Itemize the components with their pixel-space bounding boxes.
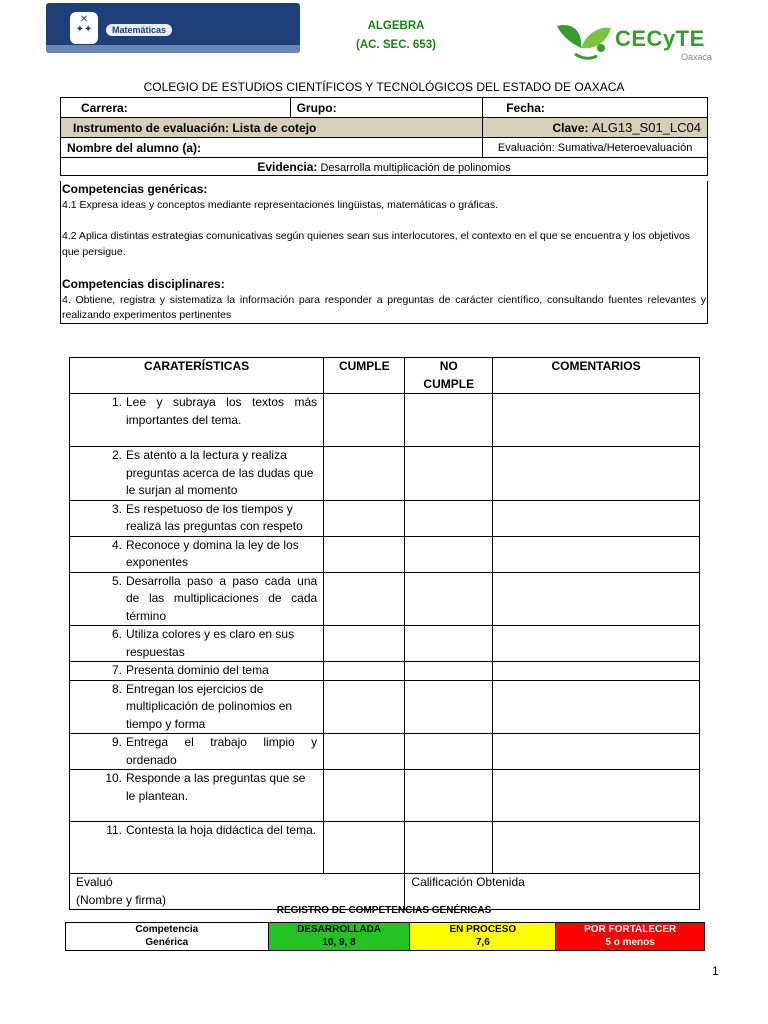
criterion-text: Es respetuoso de los tiempos y realiza las preguntas con respeto — [126, 501, 303, 533]
cumple-cell[interactable] — [324, 572, 405, 626]
no-cumple-cell[interactable] — [405, 394, 493, 447]
cecyte-logo — [553, 18, 723, 68]
registro-table — [65, 922, 705, 951]
competencia-generica-1: 4.1 Expresa ideas y conceptos mediante representaciones lingüistas, matemáticas o gráficas. — [62, 199, 498, 211]
comentarios-cell[interactable] — [493, 572, 700, 626]
registro-en-proceso — [410, 923, 556, 951]
comentarios-cell[interactable] — [493, 770, 700, 822]
clave-label: Clave: — [552, 121, 589, 135]
header-caracteristicas: CARATERÍSTICAS — [70, 358, 324, 394]
criterion-cell — [70, 500, 324, 536]
evidencia-label: Evidencia: — [257, 159, 318, 174]
checklist-row — [70, 572, 700, 626]
checklist-row — [70, 394, 700, 447]
criterion-text: Responde a las preguntas que se le plantean. — [126, 771, 306, 803]
nombre-firma-label: (Nombre y firma) — [76, 892, 167, 907]
header-cumple: CUMPLE — [324, 358, 405, 394]
en-proceso-value: 7,6 — [475, 936, 490, 948]
registro-title: REGISTRO DE COMPETENCIAS GENÉRICAS — [276, 905, 492, 916]
criterion-text: Utiliza colores y es claro en sus respuestas — [126, 627, 295, 659]
cumple-cell[interactable] — [324, 500, 405, 536]
cumple-cell[interactable] — [324, 536, 405, 572]
criterion-cell — [70, 822, 324, 874]
checklist-row — [70, 734, 700, 770]
no-cumple-cell[interactable] — [405, 447, 493, 501]
comentarios-cell[interactable] — [493, 734, 700, 770]
evidencia-value: Desarrolla multiplicación de polinomios — [320, 161, 511, 174]
matematicas-banner — [46, 3, 300, 53]
en-proceso-label: EN PROCESO — [449, 924, 517, 935]
math-symbols-icon: ✕ ✦✦ — [70, 12, 98, 44]
instrumento-label: Instrumento de evaluación: Lista de cotejo — [61, 118, 483, 138]
evaluo-label: Evaluó — [76, 875, 113, 889]
criterion-cell — [70, 626, 324, 662]
criterion-number: 3. — [111, 501, 122, 516]
cumple-cell[interactable] — [324, 626, 405, 662]
cecyte-subtitle: Oaxaca — [681, 52, 713, 62]
calificacion-label: Calificación Obtenida — [411, 875, 525, 889]
banner-label: Matemáticas — [106, 24, 172, 36]
criterion-text: Reconoce y domina la ley de los exponentes — [126, 537, 299, 569]
grupo-field[interactable]: Grupo: — [290, 98, 483, 118]
competencia-disciplinar-1: 4. Obtiene, registra y sistematiza la información para responder a preguntas de carácter científico, consultando fuentes relevantes y realizando experimentos pertinentes — [62, 293, 706, 321]
criterion-number: 1. — [111, 395, 122, 409]
fecha-field[interactable]: Fecha: — [483, 98, 708, 118]
criterion-text: Desarrolla paso a paso cada una de las multiplicaciones de cada término — [126, 573, 318, 623]
checklist-row — [70, 536, 700, 572]
criterion-number: 7. — [111, 663, 122, 677]
comentarios-cell[interactable] — [493, 822, 700, 874]
registro-col1-line1: Competencia — [135, 924, 199, 935]
criterion-text: Entrega el trabajo limpio y ordenado — [126, 735, 318, 767]
cumple-cell[interactable] — [324, 447, 405, 501]
criterion-number: 9. — [111, 735, 122, 749]
checklist-body — [70, 394, 700, 874]
no-cumple-cell[interactable] — [405, 822, 493, 874]
desarrollada-value: 10, 9, 8 — [322, 936, 356, 948]
registro-competencia — [66, 923, 269, 951]
subject-heading — [300, 17, 492, 55]
comentarios-cell[interactable] — [493, 500, 700, 536]
criterion-number: 6. — [111, 627, 122, 641]
criterion-cell — [70, 536, 324, 572]
criterion-cell — [70, 770, 324, 822]
checklist-row — [70, 626, 700, 662]
cecyte-wordmark: CECyTE — [615, 26, 705, 51]
competencias-section — [60, 181, 708, 324]
checklist-row — [70, 447, 700, 501]
cumple-cell[interactable] — [324, 394, 405, 447]
no-cumple-cell[interactable] — [405, 500, 493, 536]
desarrollada-label: DESARROLLADA — [297, 924, 381, 935]
cumple-cell[interactable] — [324, 770, 405, 822]
comentarios-cell[interactable] — [493, 536, 700, 572]
no-cumple-cell[interactable] — [405, 626, 493, 662]
checklist-row — [70, 662, 700, 681]
subject-title: ALGEBRA — [367, 20, 425, 32]
criterion-text: Lee y subraya los textos más importantes del tema. — [126, 395, 318, 427]
criterion-number: 10. — [105, 771, 122, 785]
competencias-disciplinares-title: Competencias disciplinares: — [62, 276, 225, 291]
checklist-table — [69, 357, 700, 910]
checklist-row — [70, 822, 700, 874]
criterion-cell — [70, 394, 324, 447]
header-no-cumple: NO CUMPLE — [405, 358, 493, 394]
checklist-row — [70, 770, 700, 822]
carrera-field[interactable]: Carrera: — [61, 98, 291, 118]
checklist-row — [70, 500, 700, 536]
criterion-cell — [70, 680, 324, 734]
criterion-text: Contesta la hoja didáctica del tema. — [126, 823, 317, 837]
no-cumple-cell[interactable] — [405, 770, 493, 822]
no-cumple-cell[interactable] — [405, 680, 493, 734]
cecyte-leaf-icon — [553, 18, 613, 68]
header-comentarios: COMENTARIOS — [493, 358, 700, 394]
checklist-row — [70, 680, 700, 734]
por-fortalecer-value: 5 o menos — [605, 936, 655, 948]
criterion-cell — [70, 734, 324, 770]
comentarios-cell[interactable] — [493, 447, 700, 501]
registro-por-fortalecer — [556, 923, 705, 951]
evidencia-cell — [61, 158, 708, 176]
subject-section: (AC. SEC. 653) — [356, 39, 436, 51]
criterion-text: Entregan los ejercicios de multiplicación de polinomios en tiempo y forma — [126, 681, 293, 731]
registro-desarrollada — [268, 923, 410, 951]
competencias-genericas-title: Competencias genéricas: — [62, 182, 208, 196]
clave-value: ALG13_S01_LC04 — [591, 120, 701, 135]
criterion-number: 11. — [106, 823, 122, 837]
cumple-cell[interactable] — [324, 734, 405, 770]
evaluacion-type: Evaluación: Sumativa/Heteroevaluación — [483, 138, 708, 158]
criterion-cell — [70, 572, 324, 626]
criterion-number: 2. — [111, 448, 122, 462]
no-cumple-cell[interactable] — [405, 734, 493, 770]
competencia-generica-2: 4.2 Aplica distintas estrategias comunicativas según quienes sean sus interlocutores, el contexto en el que se encuentra y los objetivos que persigue. — [62, 230, 691, 258]
cumple-cell[interactable] — [324, 662, 405, 681]
student-info-table — [60, 97, 708, 176]
comentarios-cell[interactable] — [493, 662, 700, 681]
criterion-number: 8. — [111, 681, 122, 696]
criterion-cell — [70, 447, 324, 501]
comentarios-cell[interactable] — [493, 680, 700, 734]
clave-cell — [483, 118, 708, 138]
por-fortalecer-label: POR FORTALECER — [584, 924, 677, 935]
criterion-text: Es atento a la lectura y realiza preguntas acerca de las dudas que le surjan al momento — [126, 448, 314, 497]
nombre-alumno-field[interactable]: Nombre del alumno (a): — [61, 138, 483, 158]
criterion-cell — [70, 662, 324, 681]
cumple-cell[interactable] — [324, 680, 405, 734]
no-cumple-cell[interactable] — [405, 572, 493, 626]
page-number: 1 — [712, 964, 719, 978]
registro-col1-line2: Genérica — [145, 936, 189, 948]
college-name: COLEGIO DE ESTUDIOS CIENTÍFICOS Y TECNOLÓGICOS DEL ESTADO DE OAXACA — [143, 80, 625, 94]
no-cumple-cell[interactable] — [405, 536, 493, 572]
criterion-number: 4. — [111, 537, 122, 552]
comentarios-cell[interactable] — [493, 394, 700, 447]
cumple-cell[interactable] — [324, 822, 405, 874]
no-cumple-cell[interactable] — [405, 662, 493, 681]
criterion-number: 5. — [111, 573, 122, 588]
comentarios-cell[interactable] — [493, 626, 700, 662]
criterion-text: Presenta dominio del tema — [126, 663, 269, 677]
